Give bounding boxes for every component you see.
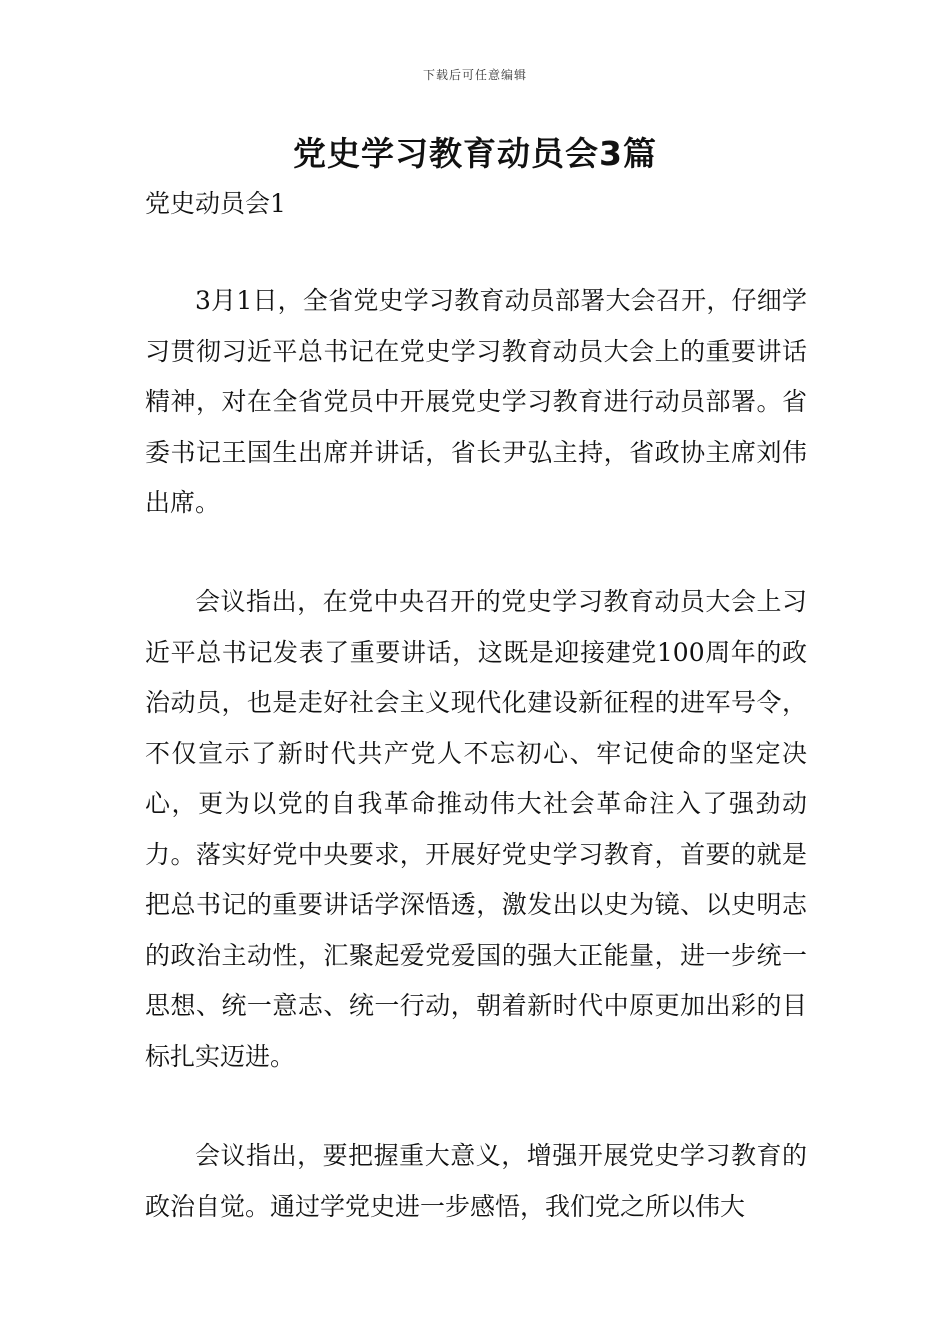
header-note: 下载后可任意编辑 [422,68,527,82]
body-paragraph: 3月1日，全省党史学习教育动员部署大会召开，仔细学习贯彻习近平总书记在党史学习教育动员大会上的重要讲话精神，对在全省党员中开展党史学习教育进行动员部署。省委书记王国生出席并讲话，省长尹弘主持，省政协主席刘伟出席。 [145,286,807,517]
body-paragraph: 会议指出，要把握重大意义，增强开展党史学习教育的政治自觉。通过学党史进一步感悟，我们党之所以伟大 [145,1141,807,1221]
section-heading: 党史动员会1 [145,189,286,218]
document-title: 党史学习教育动员会3篇 [293,134,657,173]
body-paragraph: 会议指出，在党中央召开的党史学习教育动员大会上习近平总书记发表了重要讲话，这既是迎接建党100周年的政治动员，也是走好社会主义现代化建设新征程的进军号令，不仅宣示了新时代共产党人不忘初心、牢记使命的坚定决心，更为以党的自我革命推动伟大社会革命注入了强劲动力。落实好党中央要求，开展好党史学习教育，首要的就是把总书记的重要讲话学深悟透，激发出以史为镜、以史明志的政治主动性，汇聚起爱党爱国的强大正能量，进一步统一思想、统一意志、统一行动，朝着新时代中原更加出彩的目标扎实迈进。 [145,587,807,1071]
